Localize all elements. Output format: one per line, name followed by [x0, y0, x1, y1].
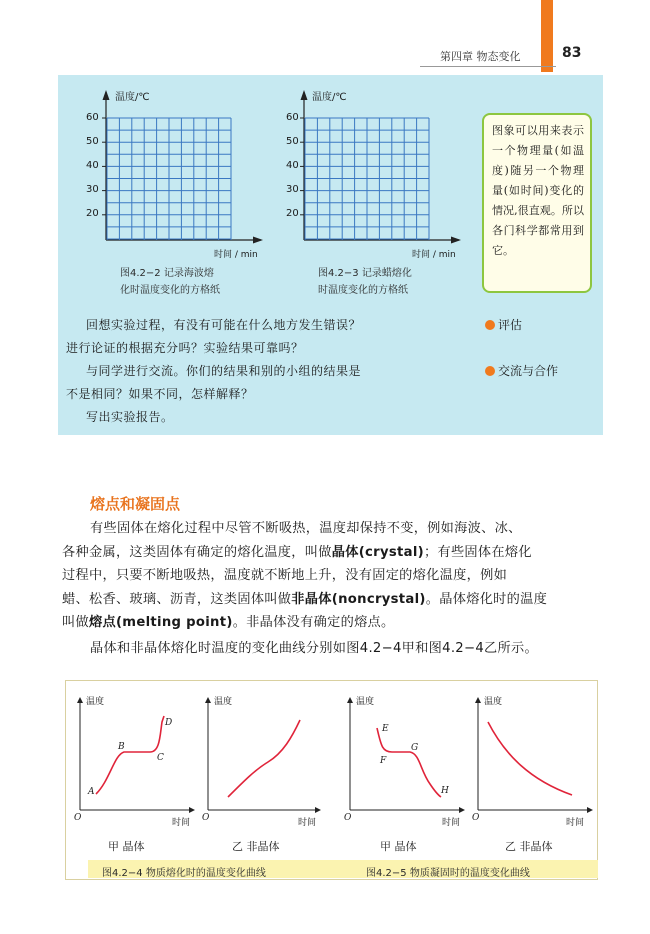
body-text-span: 。非晶体没有确定的熔点。 — [232, 615, 395, 630]
g1-x-label: 时间 — [172, 818, 191, 828]
grid1-tick-20: 20 — [86, 208, 99, 219]
g2-caption: 乙 非晶体 — [232, 840, 280, 853]
g1-point-d: D — [165, 718, 173, 728]
grid2-tick-40: 40 — [286, 160, 299, 171]
g2-x-label: 时间 — [298, 818, 317, 828]
g3-origin: O — [344, 813, 352, 823]
fig4-caption: 图4.2−4 物质熔化时的温度变化曲线 — [102, 868, 266, 879]
grid1-x-label: 时间 / min — [214, 250, 258, 260]
grid1-tick-30: 30 — [86, 184, 99, 195]
g1-point-b: B — [118, 742, 125, 752]
g3-point-f: F — [380, 756, 387, 766]
grid2-caption-line2: 时温度变化的方格纸 — [318, 285, 408, 296]
grid2-tick-60: 60 — [286, 112, 299, 123]
chapter-title: 第四章 物态变化 — [440, 50, 521, 63]
g2-curve — [228, 720, 300, 797]
g3-x-label: 时间 — [442, 818, 461, 828]
body-para-2: 晶体和非晶体熔化时温度的变化曲线分别如图4.2−4甲和图4.2−4乙所示。 — [90, 641, 538, 656]
grid1-caption-line2: 化时温度变化的方格纸 — [120, 285, 220, 296]
grid1-tick-40: 40 — [86, 160, 99, 171]
graph-crystal-solidification — [344, 695, 462, 828]
grid1-tick-60: 60 — [86, 112, 99, 123]
g4-caption: 乙 非晶体 — [505, 840, 553, 853]
graph-noncrystal-solidification — [472, 695, 590, 828]
grid2-x-label: 时间 / min — [412, 250, 456, 260]
body-line-1: 有些固体在熔化过程中尽管不断吸热，温度却保持不变，例如海波、冰、 — [90, 521, 522, 536]
tag-communicate-label: 交流与合作 — [498, 364, 559, 378]
body-text-span: 。晶体熔化时的温度 — [425, 592, 548, 607]
g1-caption: 甲 晶体 — [108, 840, 145, 853]
g1-point-c: C — [157, 753, 164, 763]
page-number: 83 — [562, 45, 582, 61]
term-crystal: 晶体(crystal) — [331, 545, 424, 560]
activity-para2-line1: 与同学进行交流。你们的结果和别的小组的结果是 — [86, 364, 362, 378]
info-sidebox: 图象可以用来表示一个物理量(如温度)随另一个物理量(如时间)变化的情况,很直观。所以各门科学都常用到它。 — [482, 113, 592, 293]
grid1-tick-50: 50 — [86, 136, 99, 147]
body-text-span: ；有些固体在熔化 — [423, 545, 532, 560]
grid2-tick-30: 30 — [286, 184, 299, 195]
body-text-span: 各种金属，这类固体有确定的熔化温度，叫做 — [62, 545, 332, 560]
g4-origin: O — [472, 813, 480, 823]
body-text-span: 叫做 — [62, 615, 89, 630]
g1-point-a: A — [88, 787, 95, 797]
g3-y-label: 温度 — [356, 697, 375, 707]
term-melting-point: 熔点(melting point) — [88, 615, 233, 630]
fig5-caption: 图4.2−5 物质凝固时的温度变化曲线 — [366, 868, 530, 879]
graph-crystal-melting — [74, 695, 192, 828]
g4-x-label: 时间 — [566, 818, 585, 828]
grid2-tick-20: 20 — [286, 208, 299, 219]
g3-point-g: G — [411, 743, 419, 753]
g1-origin: O — [74, 813, 82, 823]
g3-curve — [377, 728, 441, 797]
body-text-span: 蜡、松香、玻璃、沥青，这类固体叫做 — [62, 592, 292, 607]
activity-para3: 写出实验报告。 — [86, 410, 174, 424]
activity-para1-line1: 回想实验过程，有没有可能在什么地方发生错误？ — [86, 318, 362, 332]
g1-curve — [96, 716, 164, 794]
g4-curve — [488, 722, 572, 795]
g3-caption: 甲 晶体 — [380, 840, 417, 853]
grid2-tick-50: 50 — [286, 136, 299, 147]
body-line-3: 过程中，只要不断地吸热，温度就不断地上升，没有固定的熔化温度，例如 — [62, 568, 508, 583]
g3-point-h: H — [441, 786, 449, 796]
grid1-y-label: 温度/℃ — [115, 92, 150, 103]
grid2-y-label: 温度/℃ — [312, 92, 347, 103]
grid2-caption-line1: 图4.2−3 记录蜡熔化 — [318, 268, 412, 279]
activity-para1-line2: 进行论证的根据充分吗？实验结果可靠吗？ — [66, 341, 304, 355]
tag-evaluate-label: 评估 — [498, 318, 523, 332]
activity-para2-line2: 不是相同？如果不同，怎样解释？ — [66, 387, 254, 401]
graph-noncrystal-melting — [202, 695, 318, 828]
g3-point-e: E — [382, 724, 389, 734]
section-title: 熔点和凝固点 — [90, 495, 181, 513]
grid1-caption-line1: 图4.2−2 记录海波熔 — [120, 268, 214, 279]
g4-y-label: 温度 — [484, 697, 503, 707]
g2-y-label: 温度 — [214, 697, 233, 707]
g1-y-label: 温度 — [86, 697, 105, 707]
g2-origin: O — [202, 813, 210, 823]
term-noncrystal: 非晶体(noncrystal) — [291, 592, 426, 607]
